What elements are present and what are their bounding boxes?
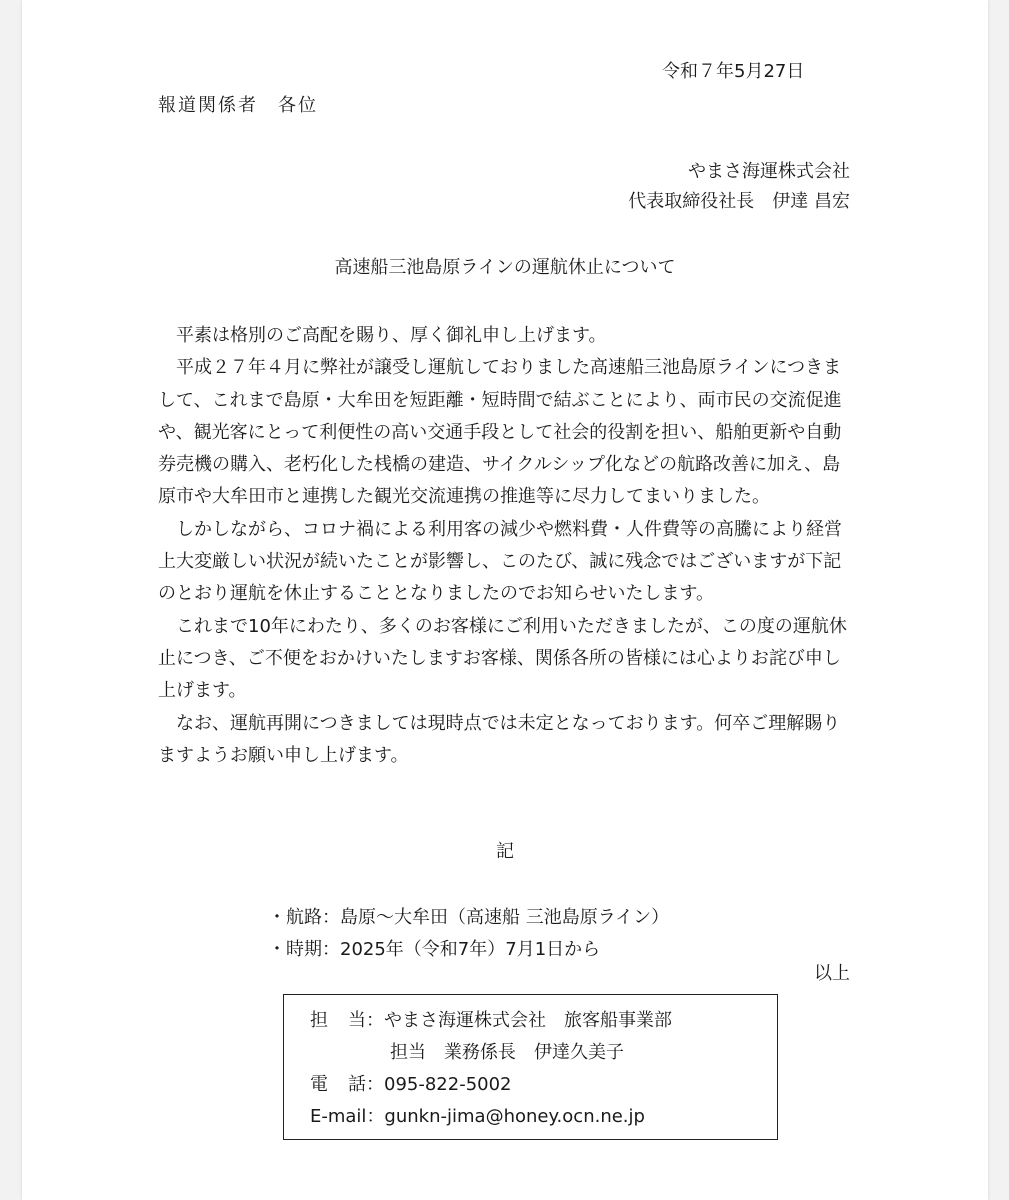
- contact-email-value[interactable]: ：gunkn-jima@honey.ocn.ne.jp: [366, 1106, 645, 1127]
- contact-email-row: [310, 1105, 645, 1129]
- body-text: [158, 320, 858, 772]
- president-name: 代表取締役社長 伊達 昌宏: [628, 191, 850, 212]
- period-item: ・時期：2025年（令和7年）7月1日から: [268, 939, 601, 960]
- contact-person-value: ：やまさ海運株式会社 旅客船事業部: [366, 1010, 672, 1031]
- contact-phone-value: ：095-822-5002: [366, 1074, 512, 1095]
- company-name: やまさ海運株式会社: [688, 161, 850, 182]
- contact-phone-label: 電 話: [310, 1074, 366, 1095]
- paragraph: これまで10年にわたり、多くのお客様にご利用いただきましたが、この度の運航休止につき、ご不便をおかけいたしますお客様、関係各所の皆様には心よりお詫び申し上げます。: [158, 615, 847, 702]
- contact-person-row: [310, 1009, 672, 1033]
- document-page: [22, 0, 988, 1200]
- document-title: 高速船三池島原ラインの運航休止について: [334, 257, 676, 278]
- contact-person-sub: 担当 業務係長 伊達久美子: [390, 1042, 624, 1063]
- closing-mark: 以上: [814, 963, 850, 984]
- route-item: ・航路：島原～大牟田（高速船 三池島原ライン）: [268, 907, 670, 928]
- contact-person-label: 担 当: [310, 1010, 366, 1031]
- contact-email-label: E-mail: [310, 1106, 367, 1127]
- contact-box: [283, 994, 778, 1140]
- paragraph: なお、運航再開につきましては現時点では未定となっております。何卒ご理解賜りますようお願い申し上げます。: [158, 712, 841, 766]
- paragraph: しかしながら、コロナ禍による利用客の減少や燃料費・人件費等の高騰により経営上大変厳しい状況が続いたことが影響し、このたび、誠に残念ではございますが下記のとおり運航を休止することとなりましたのでお知らせいたします。: [158, 518, 842, 605]
- recipient: 報道関係者 各位: [158, 95, 318, 116]
- paragraph: 平成２７年４月に弊社が譲受し運航しておりました高速船三池島原ラインにつきまして、これまで島原・大牟田を短距離・短時間で結ぶことにより、両市民の交流促進や、観光客にとって利便性の高い交通手段として社会的役割を担い、船舶更新や自動券売機の購入、老朽化した桟橋の建造、サイクルシップ化などの航路改善に加え、島原市や大牟田市と連携した観光交流連携の推進等に尽力してまいりました。: [158, 357, 842, 508]
- paragraph: 平素は格別のご高配を賜り、厚く御礼申し上げます。: [176, 325, 607, 346]
- contact-phone-row: [310, 1073, 512, 1097]
- notice-heading: 記: [496, 841, 514, 862]
- issue-date: 令和７年5月27日: [662, 61, 805, 82]
